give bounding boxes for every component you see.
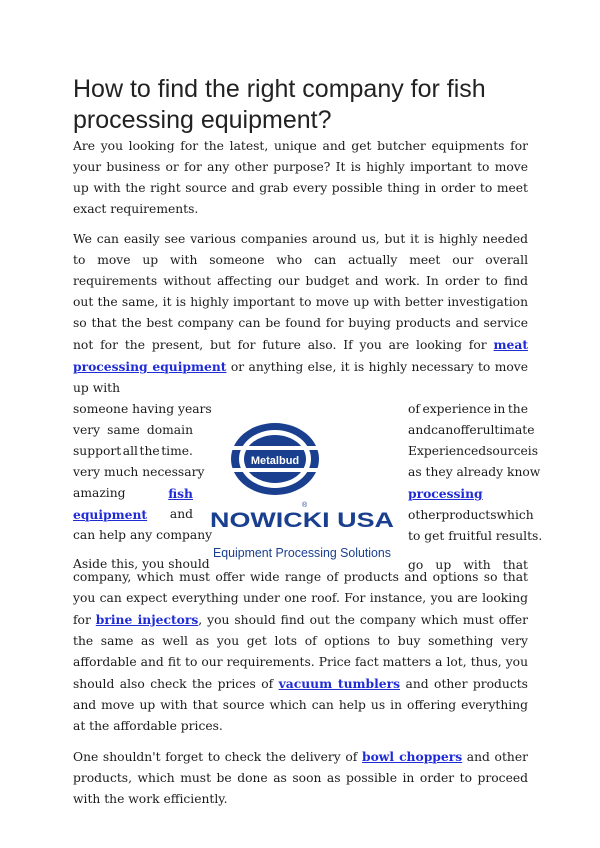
left-line: very same domain: [73, 423, 193, 437]
paragraph-text: company, which must offer wide range of products and options so that you can expect everything under one roof. For instance, you are looking for: [73, 570, 528, 627]
paragraph-text: and other products and move up with that source which can help us in offering everything at the affordable prices.: [73, 677, 528, 733]
paragraph-companies: [73, 229, 528, 399]
logo-brand-text: NOWICKI USA: [210, 509, 394, 532]
logo-badge-text: Metalbud: [250, 455, 300, 467]
left-line: support all the time.: [73, 444, 193, 458]
bowl-choppers-link[interactable]: bowl choppers: [361, 749, 463, 764]
right-line: go up with that: [408, 558, 528, 572]
left-line: can help any company: [73, 528, 213, 542]
vacuum-tumblers-link[interactable]: vacuum tumblers: [278, 676, 401, 691]
paragraph-options: [73, 567, 528, 737]
meat-processing-equipment-link[interactable]: meat processing equipment: [73, 337, 528, 374]
left-line: [73, 504, 193, 525]
left-line: amazing fish: [73, 483, 193, 504]
right-line: [408, 483, 528, 505]
paragraph-text: One shouldn't forget to check the delivery of: [73, 750, 358, 764]
right-line: of experience in the: [408, 402, 528, 416]
fish-link[interactable]: fish: [168, 486, 193, 501]
paragraph-intro: Are you looking for the latest, unique and get butcher equipments for your business or for any other purpose? It is highly important to move up with the right source and grab every possible thing in order to meet exact requirements.: [73, 139, 528, 216]
nowicki-logo: [207, 419, 397, 574]
brine-injectors-link[interactable]: brine injectors: [95, 612, 199, 627]
left-line: very much necessary: [73, 465, 205, 479]
page-title: How to find the right company for fish processing equipment?: [73, 75, 486, 134]
right-line: Experienced source is: [408, 444, 539, 458]
processing-link[interactable]: processing: [408, 486, 483, 501]
and-text: and: [169, 507, 193, 521]
left-column: [73, 399, 213, 575]
left-line: Aside this, you should: [73, 557, 210, 571]
right-line: and can offer ultimate: [408, 423, 535, 437]
paragraph-text: We can easily see various companies around us, but it is highly needed to move up with someone who can actually meet our overall requirements without affecting our budget and work. In order to find out the same, it is highly important to move up with better investigation so that the best company can be found for buying products and service not for the present, but for future also. If you are looking for: [73, 232, 528, 352]
right-line: as they already know: [408, 465, 541, 479]
right-column: [408, 399, 543, 576]
document-page: [73, 74, 543, 810]
paragraph-delivery: [73, 746, 528, 810]
logo-tagline: Equipment Processing Solutions: [213, 545, 392, 560]
right-line: to get fruitful results.: [408, 529, 543, 543]
paragraph-text: and other products, which must be done as soon as possible in order to proceed with the work efficiently.: [73, 750, 528, 806]
svg-text:®: ®: [302, 502, 308, 509]
paragraph-text: , you should find out the company which must offer the same as well as you get lots of options to buy something very affordable and fit to our requirements. Price fact matters a lot, thus, you should also check the prices of: [73, 613, 528, 691]
left-line: someone having years: [73, 402, 212, 416]
paragraph-tail: or anything else, it is highly necessary to move up with: [73, 360, 528, 395]
right-line: other products which: [408, 508, 534, 522]
equipment-link[interactable]: equipment: [73, 507, 148, 522]
logo-wrap-section: [73, 399, 543, 572]
